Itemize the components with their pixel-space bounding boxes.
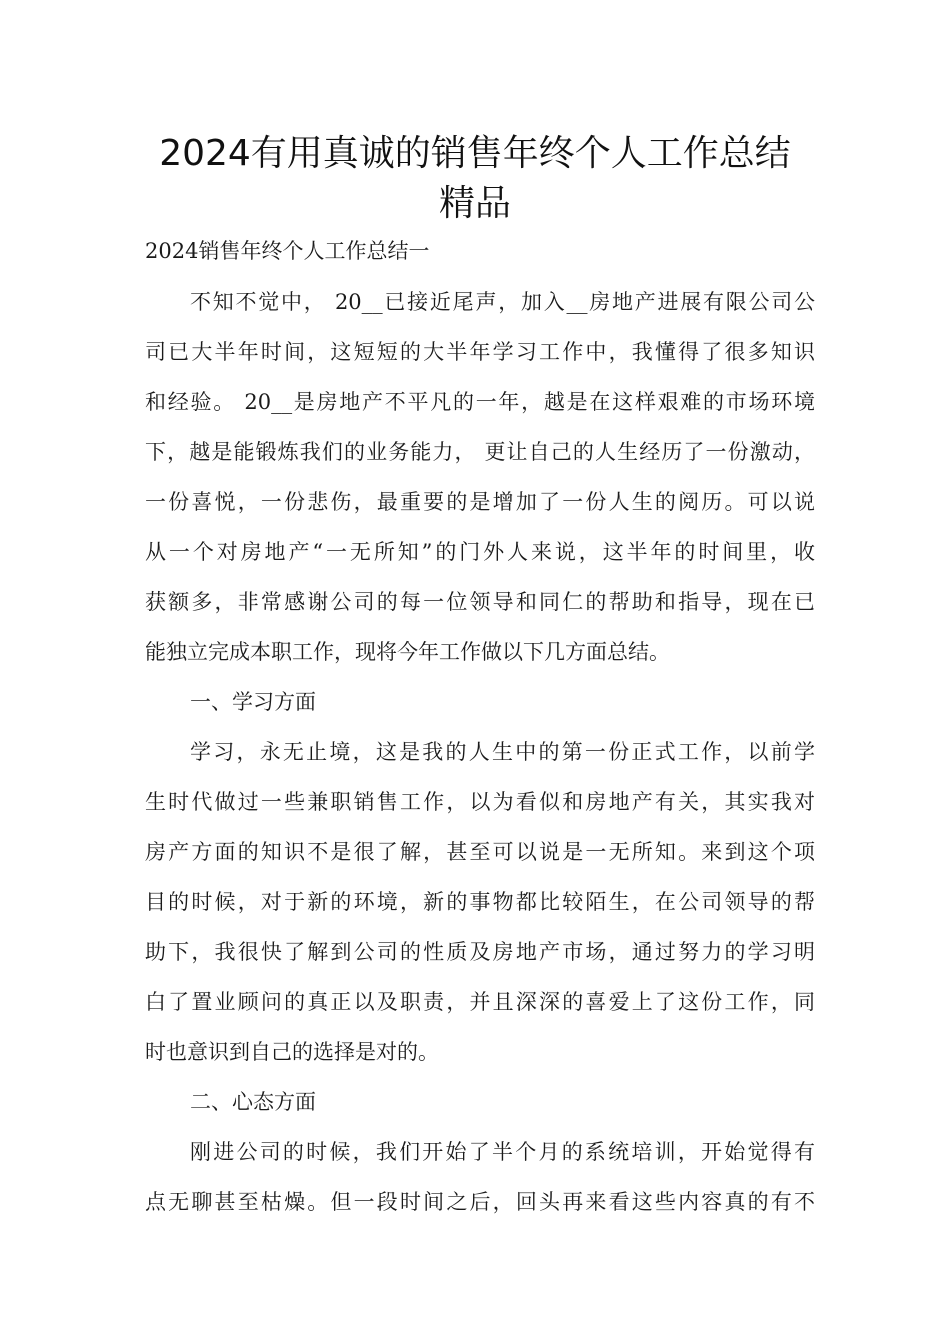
paragraph-line: 生时代做过一些兼职销售工作，以为看似和房地产有关，其实我对 — [145, 790, 815, 814]
section-heading: 二、心态方面 — [190, 1090, 316, 1114]
paragraph-line: 房产方面的知识不是很了解，甚至可以说是一无所知。来到这个项 — [145, 840, 815, 864]
paragraph-line: 获额多，非常感谢公司的每一位领导和同仁的帮助和指导，现在已 — [145, 590, 815, 614]
paragraph-line: 白了置业顾问的真正以及职责，并且深深的喜爱上了这份工作，同 — [145, 990, 815, 1014]
paragraph-line: 一份喜悦，一份悲伤，最重要的是增加了一份人生的阅历。可以说 — [145, 490, 815, 514]
paragraph-line: 点无聊甚至枯燥。但一段时间之后，回头再来看这些内容真的有不 — [145, 1190, 815, 1214]
document-title-line-1: 2024有用真诚的销售年终个人工作总结 — [159, 133, 791, 174]
paragraph-line: 从一个对房地产“一无所知”的门外人来说，这半年的时间里，收 — [145, 540, 815, 564]
paragraph-line: 刚进公司的时候，我们开始了半个月的系统培训，开始觉得有 — [190, 1140, 815, 1164]
paragraph-line: 能独立完成本职工作，现将今年工作做以下几方面总结。 — [145, 640, 670, 664]
paragraph-line: 不知不觉中， 20__已接近尾声，加入__房地产进展有限公司公 — [190, 290, 815, 314]
paragraph-line: 和经验。 20__是房地产不平凡的一年，越是在这样艰难的市场环境 — [145, 390, 815, 414]
document-subtitle: 2024销售年终个人工作总结一 — [145, 239, 430, 263]
paragraph-line: 下，越是能锻炼我们的业务能力， 更让自己的人生经历了一份激动， — [145, 440, 815, 464]
section-heading: 一、学习方面 — [190, 690, 316, 714]
document-title-line-2: 精品 — [438, 183, 511, 224]
paragraph-line: 时也意识到自己的选择是对的。 — [145, 1040, 439, 1064]
paragraph-line: 助下，我很快了解到公司的性质及房地产市场，通过努力的学习明 — [145, 940, 815, 964]
paragraph-line: 司已大半年时间，这短短的大半年学习工作中，我懂得了很多知识 — [145, 340, 815, 364]
paragraph-line: 学习，永无止境，这是我的人生中的第一份正式工作，以前学 — [190, 740, 815, 764]
paragraph-line: 目的时候，对于新的环境，新的事物都比较陌生，在公司领导的帮 — [145, 890, 815, 914]
